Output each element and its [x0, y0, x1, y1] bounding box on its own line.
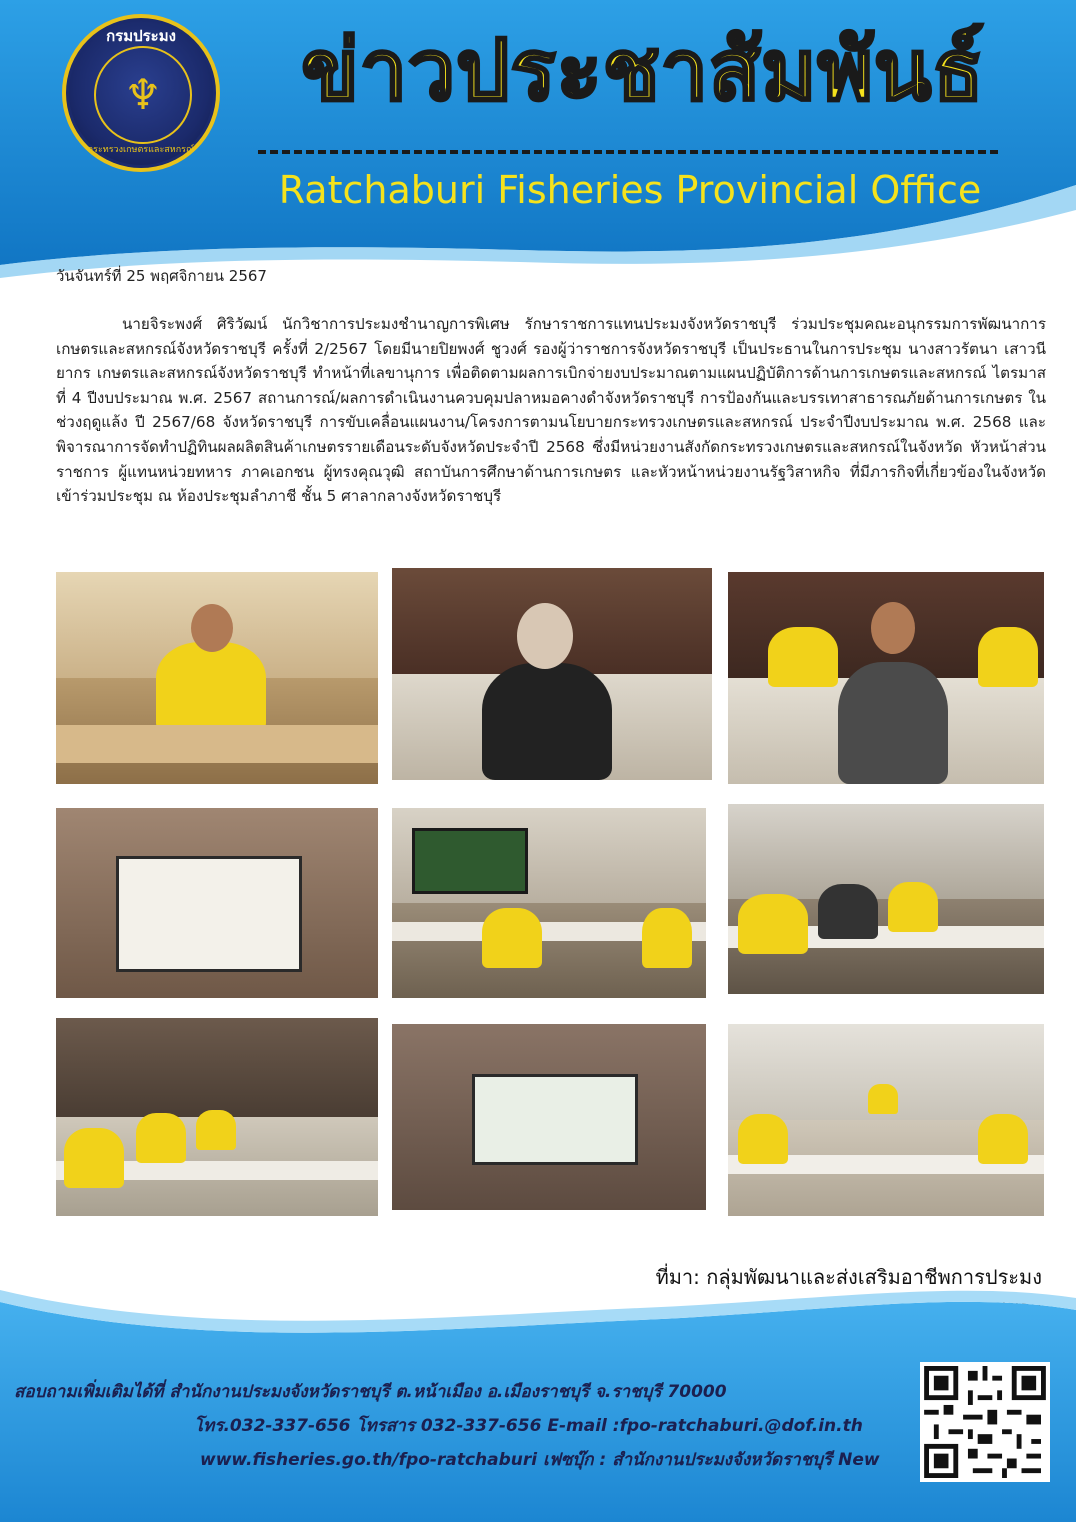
- logo-top-text: กรมประมง: [106, 27, 176, 45]
- footer-background: [0, 1290, 1076, 1522]
- footer-phone-email: โทร.032-337-656 โทรสาร 032-337-656 E-mail :fpo-ratchaburi.@dof.in.th: [194, 1416, 863, 1436]
- deity-emblem-icon: ♆: [124, 70, 162, 119]
- footer-website[interactable]: www.fisheries.go.th/fpo-ratchaburi เฟซบุ๊ก : สำนักงานประมงจังหวัดราชบุรี New: [200, 1450, 880, 1470]
- logo-emblem: [94, 46, 192, 144]
- title-divider: [258, 150, 998, 154]
- photo-conference-room: [392, 808, 706, 998]
- article-date: วันจันทร์ที่ 25 พฤศจิกายน 2567: [56, 267, 267, 285]
- page-title-thai: ข่าวประชาสัมพันธ์: [301, 21, 985, 119]
- photo-participants-row: [728, 572, 1044, 784]
- photo-presentation-slide: [392, 1024, 706, 1210]
- photo-meeting-screen: [56, 808, 378, 998]
- photo-conference-overview: [728, 1024, 1044, 1216]
- department-logo: [62, 14, 220, 172]
- footer-address: สอบถามเพิ่มเติมได้ที่ สำนักงานประมงจังหวัดราชบุรี ต.หน้าเมือง อ.เมืองราชบุรี จ.ราชบุรี 70000: [14, 1382, 727, 1402]
- photo-wide-room: [56, 1018, 378, 1216]
- qr-code-icon[interactable]: [920, 1362, 1050, 1482]
- qr-pattern: [924, 1366, 1046, 1478]
- logo-bottom-text: กระทรวงเกษตรและสหกรณ์: [87, 145, 195, 155]
- footer-banner: [0, 1290, 1076, 1522]
- page-title-english: Ratchaburi Fisheries Provincial Office: [278, 168, 982, 212]
- source-line: ที่มา: กลุ่มพัฒนาและส่งเสริมอาชีพการประมง: [655, 1265, 1042, 1289]
- photo-secretary: [392, 568, 712, 780]
- header-banner: [0, 0, 1076, 300]
- photo-chairman: [56, 572, 378, 784]
- photo-participants-table: [728, 804, 1044, 994]
- article-body: นายจิระพงศ์ ศิริวัฒน์ นักวิชาการประมงชำนาญการพิเศษ รักษาราชการแทนประมงจังหวัดราชบุรี ร่วมประชุมคณะอนุกรรมการพัฒนาการเกษตรและสหกรณ์จังหวัดราชบุรี ครั้งที่ 2/2567 โดยมีนายปิยพงศ์ ชูวงศ์ รองผู้ว่าราชการจังหวัดราชบุรี เป็นประธานในการประชุม นางสาวรัตนา เสาวนียากร เกษตรและสหกรณ์จังหวัดราชบุรี ทำหน้าที่เลขานุการ เพื่อติดตามผลการเบิกจ่ายงบประมาณตามแผนปฏิบัติการด้านการเกษตรและสหกรณ์ ไตรมาส ที่ 4 ปีงบประมาณ พ.ศ. 2567 สถานการณ์/ผลการดำเนินงานควบคุมปลาหมอคางดำจังหวัดราชบุรี การป้องกันและบรรเทาสาธารณภัยด้านการเกษตร ในช่วงฤดูแล้ง ปี 2567/68 จังหวัดราชบุรี การขับเคลื่อนแผนงาน/โครงการตามนโยบายกระทรวงเกษตรและสหกรณ์ ประจำปีงบประมาณ พ.ศ. 2568 และพิจารณาการจัดทำปฏิทินผลผลิตสินค้าเกษตรรายเดือนระดับจังหวัดประจำปี 2568 ซึ่งมีหน่วยงานสังกัดกระทรวงเกษตรและสหกรณ์ในจังหวัด หัวหน้าส่วนราชการ ผู้แทนหน่วยทหาร ภาคเอกชน ผู้ทรงคุณวุฒิ สถาบันการศึกษาด้านการเกษตร และหัวหน้าหน่วยงานรัฐวิสาหกิจ ที่มีภารกิจที่เกี่ยวข้องในจังหวัด เข้าร่วมประชุม ณ ห้องประชุมลำภาชี ชั้น 5 ศาลากลางจังหวัดราชบุรี: [56, 315, 1046, 506]
